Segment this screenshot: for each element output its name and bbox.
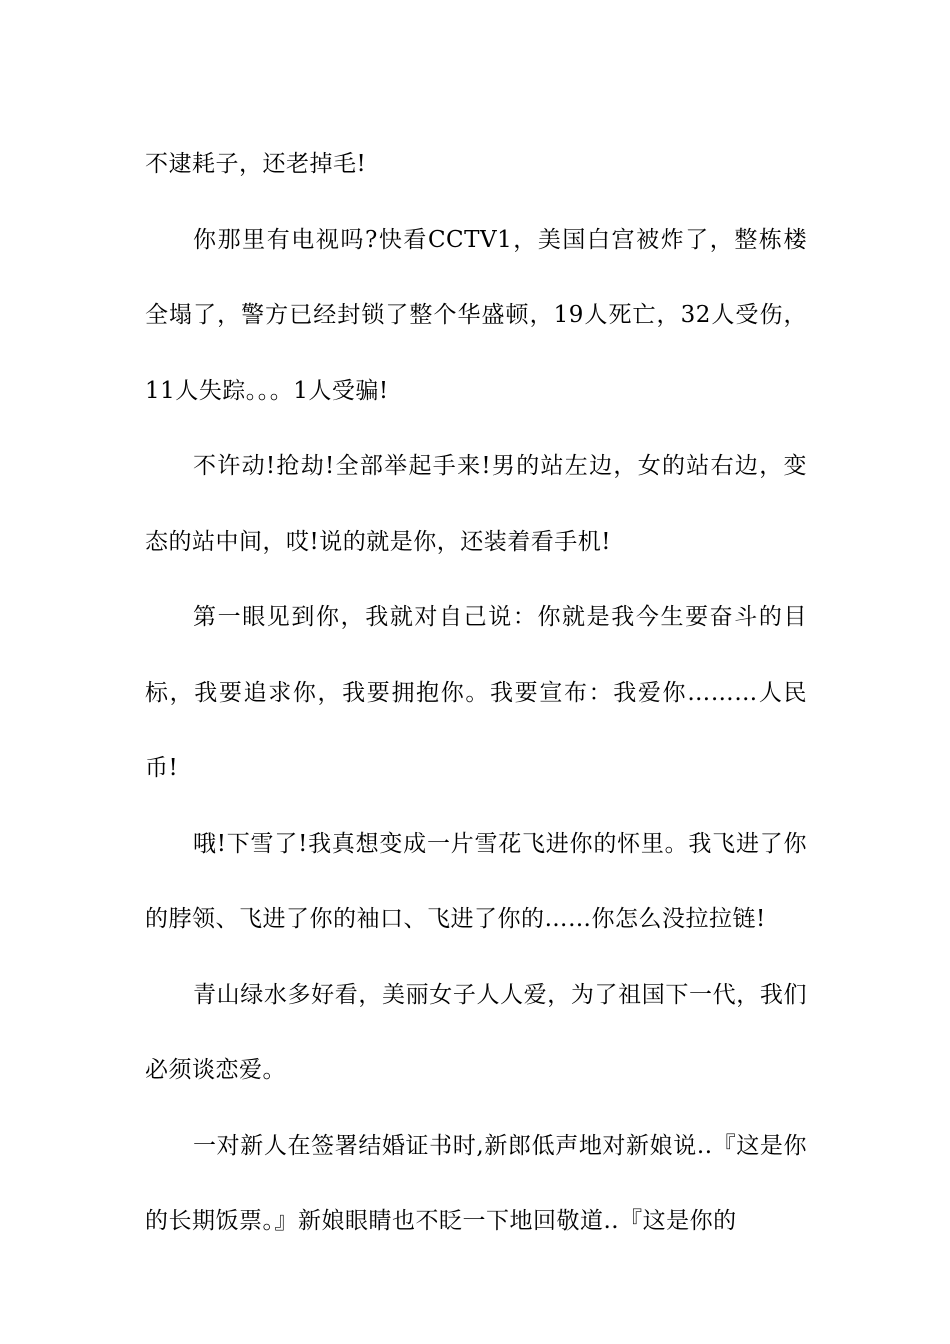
paragraph-1: 不逮耗子，还老掉毛!: [145, 151, 367, 177]
paragraph-7: 一对新人在签署结婚证书时,新郎低声地对新娘说..『这是你的长期饭票。』新娘眼睛也不眨一下地回敬道..『这是你的: [145, 1132, 807, 1234]
paragraph-6: 青山绿水多好看，美丽女子人人爱，为了祖国下一代，我们必须谈恋爱。: [145, 981, 807, 1083]
paragraph-5: 哦!下雪了!我真想变成一片雪花飞进你的怀里。我飞进了你的脖领、飞进了你的袖口、飞进了你的……你怎么没拉拉链!: [145, 830, 807, 932]
paragraph-4: 第一眼见到你，我就对自己说：你就是我今生要奋斗的目标，我要追求你，我要拥抱你。我要宣布：我爱你………人民币!: [145, 604, 807, 781]
paragraph-3: 不许动!抢劫!全部举起手来!男的站左边，女的站右边，变态的站中间，哎!说的就是你，还装着看手机!: [145, 453, 807, 555]
document-body: [145, 127, 807, 1260]
paragraph-2: 你那里有电视吗?快看CCTV1，美国白宫被炸了，整栋楼全塌了，警方已经封锁了整个华盛顿，19人死亡，32人受伤，11人失踪。。。1人受骗!: [145, 226, 807, 404]
